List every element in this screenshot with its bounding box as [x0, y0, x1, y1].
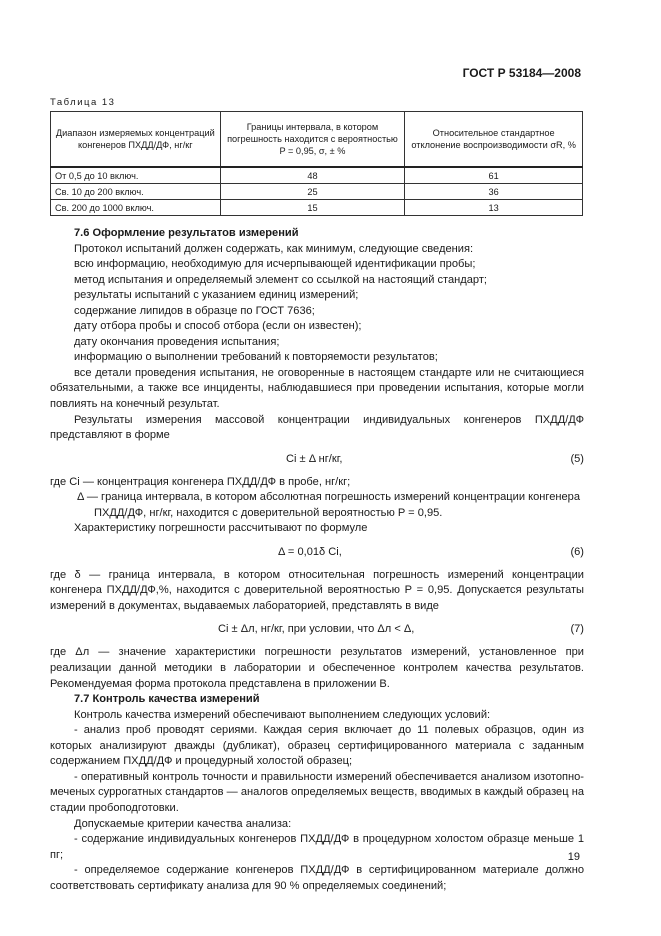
table-header-row: [51, 112, 583, 168]
column-header-bounds: Границы интервала, в котором погрешность находится с вероятностью P = 0,95, σ, ± %: [220, 112, 405, 168]
formula-6-number: (6): [570, 545, 584, 558]
characteristic-paragraph: Характеристику погрешности рассчитывают по формуле: [74, 522, 368, 535]
document-header: ГОСТ Р 53184—2008: [462, 66, 581, 80]
where-delta-2: ПХДД/ДФ, нг/кг, находится с доверительной вероятностью P = 0,95.: [94, 506, 443, 519]
protocol-item: информацию о выполнении требований к повторяемости результатов;: [74, 351, 438, 364]
cell-std: 36: [405, 184, 583, 200]
formula-5-expression: Ci ± Δ нг/кг,: [286, 452, 343, 465]
formula-5: [50, 444, 584, 475]
formula-7: [50, 614, 584, 645]
document-body: [50, 226, 584, 894]
formula-7-expression: Ci ± Δл, нг/кг, при условии, что Δл < Δ,: [218, 623, 415, 636]
cell-range: Св. 200 до 1000 включ.: [51, 200, 221, 216]
criteria-intro: Допускаемые критерии качества анализа:: [74, 817, 292, 830]
formula-6-expression: Δ = 0,01δ Ci,: [278, 545, 342, 558]
cell-bounds: 15: [220, 200, 405, 216]
table-row: [51, 167, 583, 184]
cell-range: Св. 10 до 200 включ.: [51, 184, 221, 200]
protocol-item: всю информацию, необходимую для исчерпывающей идентификации пробы;: [74, 258, 476, 271]
criteria-item: - определяемое содержание конгенеров ПХДД/ДФ в сертифицированном материале должно соответствовать сертификату анализа для 90 % определяемых соединений;: [50, 864, 584, 892]
results-paragraph: Результаты измерения массовой концентрации индивидуальных конгенеров ПХДД/ДФ представляют в форме: [50, 413, 584, 442]
section-heading-7-7: 7.7 Контроль качества измерений: [74, 693, 260, 706]
table-row: [51, 184, 583, 200]
cell-bounds: 48: [220, 167, 405, 184]
table-row: [51, 200, 583, 216]
cell-bounds: 25: [220, 184, 405, 200]
protocol-item: результаты испытаний с указанием единиц измерений;: [74, 289, 359, 302]
cell-std: 61: [405, 167, 583, 184]
protocol-item: содержание липидов в образце по ГОСТ 7636;: [74, 304, 315, 317]
section-heading-7-6: 7.6 Оформление результатов измерений: [74, 227, 299, 239]
where-delta-l: где Δл — значение характеристики погрешности результатов измерений, установленное при реализации данной методики в лаборатории и обеспеченное контролем качества результатов. Рекомендуемая форма протокола представлена в приложении В.: [50, 646, 584, 690]
cell-std: 13: [405, 200, 583, 216]
protocol-item: дату окончания проведения испытания;: [74, 335, 280, 348]
criteria-item: - содержание индивидуальных конгенеров ПХДД/ДФ в процедурном холостом образце меньше 1 пг;: [50, 833, 584, 861]
page-number: 19: [567, 851, 580, 863]
formula-7-number: (7): [570, 623, 584, 636]
column-header-std: Относительное стандартное отклонение воспроизводимости σR, %: [405, 112, 583, 168]
where-delta-1: Δ — граница интервала, в котором абсолютная погрешность измерений концентрации конгенера: [77, 491, 581, 504]
protocol-intro: Протокол испытаний должен содержать, как минимум, следующие сведения:: [74, 242, 474, 255]
formula-6: [50, 537, 584, 568]
quality-condition: - оперативный контроль точности и правильности измерений обеспечивается анализом изотопно-меченых суррогатных стандартов — аналогов определяемых веществ, вводимых в каждый образец на стадии пробоподготовки.: [50, 770, 584, 814]
column-header-range: Диапазон измеряемых концентраций конгенеров ПХДД/ДФ, нг/кг: [51, 112, 221, 168]
where-ci: где Ci — концентрация конгенера ПХДД/ДФ в пробе, нг/кг;: [50, 475, 351, 488]
quality-intro: Контроль качества измерений обеспечивают выполнением следующих условий:: [74, 708, 491, 721]
formula-5-number: (5): [570, 452, 584, 465]
protocol-item: дату отбора пробы и способ отбора (если он известен);: [74, 320, 362, 333]
protocol-item: метод испытания и определяемый элемент со ссылкой на настоящий стандарт;: [74, 273, 488, 286]
where-delta-small: где δ — граница интервала, в котором относительная погрешность измерений концентрации конгенера ПХДД/ДФ,%, находится с доверительной вероятностью P = 0,95. Допускается результаты измерений в документах, выдаваемых лабораторией, представлять в виде: [50, 568, 584, 612]
cell-range: От 0,5 до 10 включ.: [51, 167, 221, 184]
protocol-item-last: все детали проведения испытания, не оговоренные в настоящем стандарте или не считающиеся обязательными, а также все инциденты, наблюдавшиеся при проведении испытания, которые могли повлиять на конечный результат.: [50, 366, 584, 411]
table-caption: Таблица 13: [50, 97, 116, 108]
quality-condition: - анализ проб проводят сериями. Каждая серия включает до 11 полевых образцов, один из которых анализируют дважды (дубликат), образец сертифицированного материала с заданным содержанием ПХДД/ДФ и процедурный холостой образец;: [50, 724, 584, 768]
table-13: [50, 111, 583, 216]
